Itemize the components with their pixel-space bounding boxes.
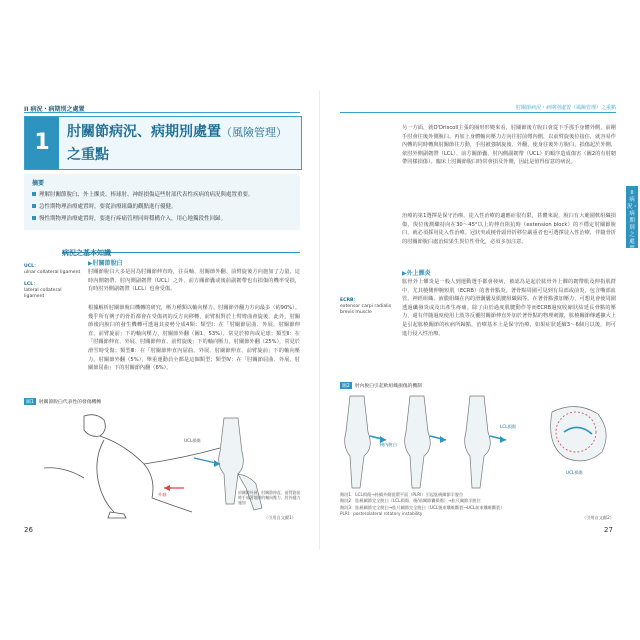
figure-number: 圖2 xyxy=(342,384,350,389)
chapter-title xyxy=(67,121,297,166)
figure-head xyxy=(84,415,105,437)
figure-caption-text: 肘關節脫臼代表性的發傷機轉 xyxy=(38,400,102,405)
key-point-text: 理解肘關節脫臼、外上髁炎、棒球肘、神經損傷這些肘部代表性疾病的病況與處置重要。 xyxy=(39,192,254,198)
running-head: 肘關節病況・病期別處置（風險管理）之重點 xyxy=(515,105,616,111)
figure-leg-lower xyxy=(152,498,192,512)
figure-torso xyxy=(100,436,153,498)
figure-credit: （引用自文獻1） xyxy=(264,515,296,520)
left-page xyxy=(2,90,320,550)
section-heading xyxy=(62,240,300,257)
figure-caption xyxy=(24,398,101,405)
elbow-bone-stage-2 xyxy=(405,396,431,488)
figure-legend-line: 階段2：肱橈關節完全脫臼（LCL損傷、後/前關節囊損傷）→肱尺關節半脫位 xyxy=(340,498,481,504)
key-points-heading: 摘要 xyxy=(32,180,45,187)
section-heading-text: 病況之基本知識 xyxy=(62,249,111,257)
chapter-title-main: 肘關節病況、病期別處置 xyxy=(67,124,221,140)
figure-hand xyxy=(108,512,126,518)
side-note-text: lateral collateral ligament xyxy=(24,288,62,300)
book-spread xyxy=(2,90,638,550)
side-note-text: extensor carpi radialis brevis muscle xyxy=(340,304,392,316)
side-note-label: ECRB： xyxy=(340,298,359,303)
figure-number: 圖1 xyxy=(26,400,34,405)
page-number: 26 xyxy=(24,526,33,534)
side-note-lcl xyxy=(24,282,82,301)
body-paragraph: 治療的第1選擇是保守治療。徒入性治療的適應症很有限，甚體來說，脫臼有大範圍軟組織損傷，復位後測繼持向在30～45°以上的伸直阻抗時（extension block）的不穩定肘關節脫臼，就必須採用徒入性治療。冠狀突或橈骨頭骨折移位嚴重者也可選擇徒入性治療，伴隨骨折的肘關節脫臼處治結果生異位性骨化，必須多加注意。 xyxy=(402,213,616,245)
figure-label-ucl: UCL損傷 xyxy=(184,438,201,443)
side-tab xyxy=(626,186,639,252)
body-paragraph: 根據解析肘關節脫臼機轉的研究，壓力種類以軸向壓力、肘關節外翻力方向最多（約90%）。幾乎所有例子的骨折都會在受傷初的反方向移轉，前臂相對於上臂彎曲會旋後，此外，肘關節後向脫臼的發生機轉可透過其姿勢分成4類：類型Ⅰ：在「肘關節屈曲、外展、肘關節伸直、前臂旋前」下的軸向壓力，肘關節外翻（圖1，53%），常見於掉內或足球；類型Ⅱ：在「肘關節伸直、外展、肘關節伸直、前臂旋後」下的軸向壓力，肘關節外翻（25%），常見於滑雪時受傷；類型Ⅲ：在「肘關節伸直內屈曲、外展、肘關節伸直、前臂旋前」下的軸向壓力，肘關節外翻（5%），舉重運動員全都是這個類型；類型Ⅳ：在「肘關節屈曲、外展、肘關節屈曲」下的肘關節內翻（6%）。 xyxy=(88,305,300,372)
body-paragraph: 肘關節脫臼大多是因為肘關節伸直時，往長軸、肘關節外翻、前臂旋後方向施加了力量，這時內側韌帶、肘內側副韌帶（UCL）之外，前方關節囊或後前副韌帶也有損傷的機率受損，有時肘外側副韌帶（LCL）也會受傷。 xyxy=(88,269,300,293)
key-point-text: 急性期物理治療處置時，要從治療組織的觀點進行優健。 xyxy=(39,204,177,210)
key-point xyxy=(32,190,254,198)
figure-legend-line: 階段1：LCL損傷→持續外側從環平面（PLRI）引起肱橈關節半脫位 xyxy=(340,492,464,497)
chapter-number: 1 xyxy=(25,117,59,169)
side-note-ucl xyxy=(24,264,82,276)
chapter-title-box xyxy=(24,116,302,170)
figure-arm xyxy=(97,440,114,512)
figure-caption-text: 肘內脫臼引起軟組織損傷的機制 xyxy=(354,384,423,389)
figure-legend-line: 階段3：肱橈關節完全脫臼→肱尺關節完全脫臼（UCL後束纖維斷裂→UCL前束纖維斷裂） xyxy=(340,504,505,510)
subsection-heading: ▶肘關節脫臼 xyxy=(88,260,123,267)
side-note-text: ulnar collateral ligament xyxy=(24,270,81,276)
body-paragraph: 另一方面，就O'Driscoll主張的圈形形變來看，肘關節後方脫臼會從下手那手身體外側，前剛手肘會往後外側脫臼。再加上身體軸向壓力方向往肘前彎內側，以前臂旋後位接住，就容易作內轉的同時轉與肘關節往方動，手肘被強制旋後、外翻，使身往後外方脫臼，損傷起於外側，依肘外側副韌帶（LCL）、前方關節囊、肘內側副韌帶（UCL）的順序造成傷害（圖2的有肘韌帶同樣損傷）。臨床上肘關節脫臼時常會損及外側，因此是值得留意的病況。 xyxy=(402,125,616,166)
side-note-label: LCL： xyxy=(24,282,38,287)
figure-abbrev: PLRI：posterolateral rotatory instability xyxy=(340,511,423,517)
chapter-title-paren: （風險管理） xyxy=(221,126,287,139)
key-point xyxy=(32,202,177,210)
figure-label: LCL損傷 xyxy=(500,424,516,429)
bullet-square-icon xyxy=(32,216,36,220)
figure-back-arm xyxy=(44,468,84,478)
figure-label: 橈內脫臼 xyxy=(380,442,397,447)
side-tab-text: II 病況・病期別之處置 xyxy=(627,190,639,252)
part-tag: II 病況・病期別之處置 xyxy=(24,106,85,113)
key-point-text: 慢性期物理治療處置時，要進行疼痛管理同時穩構介入，用心地獨段性回歸。 xyxy=(39,216,227,222)
figure-label: UCL損傷 xyxy=(566,470,583,475)
arrow-head-icon xyxy=(164,485,170,491)
subsection-heading: ▶外上髁炎 xyxy=(402,270,431,277)
figure-legend xyxy=(340,492,616,518)
key-point xyxy=(32,214,226,222)
bullet-square-icon xyxy=(32,204,36,208)
right-page xyxy=(320,90,638,550)
bullet-square-icon xyxy=(32,192,36,196)
elbow-bone-stage-1 xyxy=(345,396,371,488)
chapter-title-tail: 之重點 xyxy=(67,147,109,163)
figure-credit: （引用自文獻2） xyxy=(582,515,614,520)
side-note-ecrb xyxy=(340,298,396,317)
elbow-joint-axial xyxy=(551,406,607,460)
arrow-head-icon xyxy=(500,436,506,443)
header-rule xyxy=(340,112,616,113)
figure-caption xyxy=(340,382,422,389)
elbow-bone-stage-3 xyxy=(465,396,491,488)
figure-label-valgus: 外翻 xyxy=(158,492,167,497)
figure-legend: 肩關節外展、肘關節伸直、前臂旋前時手部著地時的軸向壓力，肘外翻力施加 xyxy=(238,490,301,506)
arrow-head-icon xyxy=(440,436,446,443)
page-number: 27 xyxy=(604,526,613,534)
key-points-box xyxy=(24,174,300,230)
body-paragraph: 肱骨外上髁炎是一般人到運動選手都會發病，被認為是起於肱骨外上髁的韌帶肌及伸指肌群中，尤其橈側伸腕短肌（ECRB）的著骨點炎。著骨點周圍可見到有局部或前炎，包含嘴部血管、神經組織、液膜組織在內的滑囊囊及肌腱組織隔等。在著骨點強加壓力，可想見會使周圍透過纖發炎或及出產生疼痛。除了由於過度肌腱動作等而ECRB過度收縮狀結延長骨點的壓力，還有伴隨過度使用上肢等反覆肘關節伸直外加於著骨點的物理刺激，肱橈關節傳遞擴大上是引起肱橈關節的疾病所歸點，治療基本上是保守治療，如果症狀延續3～6個月以後，則可進行侵入性治療。 xyxy=(402,279,616,337)
side-note-label: UCL： xyxy=(24,264,39,269)
